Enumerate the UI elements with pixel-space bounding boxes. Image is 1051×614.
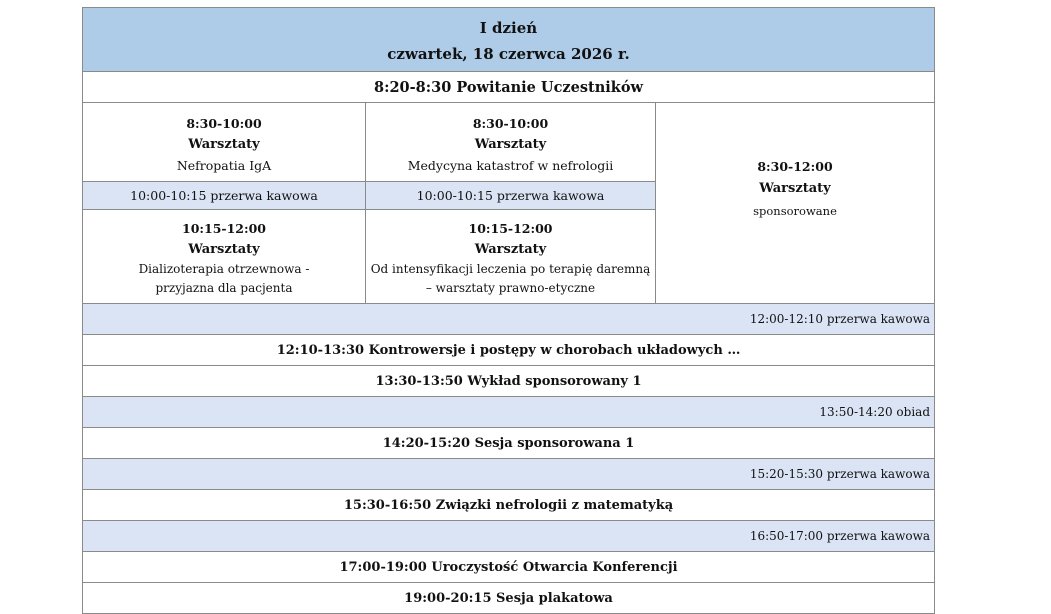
workshop-topic: sponsorowane (753, 204, 837, 218)
workshop-a2 (83, 210, 366, 304)
coffee-break-row: 16:50-17:00 przerwa kawowa (83, 521, 935, 552)
session-row: 15:30-16:50 Związki nefrologii z matematyką (83, 490, 935, 521)
workshop-a-break: 10:00-10:15 przerwa kawowa (83, 182, 366, 210)
workshop-topic: Nefropatia IgA (176, 157, 272, 173)
workshop-time: 8:30-10:00 (472, 115, 549, 131)
workshop-b1 (366, 103, 656, 182)
day-header (83, 8, 935, 72)
workshop-topic-line1: Od intensyfikacji leczenia po terapię daremną (370, 261, 651, 276)
workshop-topic-line1: Dializoterapia otrzewnowa - (138, 261, 310, 276)
workshop-b-break: 10:00-10:15 przerwa kawowa (366, 182, 656, 210)
workshop-kind: Warsztaty (474, 241, 547, 257)
workshop-topic-line2: przyjazna dla pacjenta (155, 280, 293, 295)
workshop-b2 (366, 210, 656, 304)
workshop-time: 8:30-10:00 (186, 115, 262, 131)
coffee-break-row: 12:00-12:10 przerwa kawowa (83, 304, 935, 335)
schedule-table (82, 7, 935, 614)
workshop-time: 10:15-12:00 (182, 220, 266, 236)
day-date: czwartek, 18 czerwca 2026 r. (387, 44, 630, 63)
workshop-kind: Warsztaty (474, 136, 547, 152)
workshop-time: 10:15-12:00 (468, 220, 553, 236)
session-row: 19:00-20:15 Sesja plakatowa (83, 583, 935, 614)
lunch-row: 13:50-14:20 obiad (83, 397, 935, 428)
welcome-row: 8:20-8:30 Powitanie Uczestników (83, 72, 935, 103)
workshop-time: 8:30-12:00 (757, 159, 833, 174)
workshop-topic-line2: – warsztaty prawno-etyczne (425, 280, 596, 295)
coffee-break-row: 15:20-15:30 przerwa kawowa (83, 459, 935, 490)
session-row: 12:10-13:30 Kontrowersje i postępy w chorobach układowych … (83, 335, 935, 366)
schedule-page (82, 7, 934, 606)
workshop-kind: Warsztaty (188, 241, 260, 257)
day-title: I dzień (479, 18, 538, 37)
workshop-kind: Warsztaty (188, 136, 260, 152)
workshop-c (656, 103, 935, 304)
session-row: 14:20-15:20 Sesja sponsorowana 1 (83, 428, 935, 459)
session-row: 13:30-13:50 Wykład sponsorowany 1 (83, 366, 935, 397)
workshop-kind: Warsztaty (759, 181, 831, 196)
session-row: 17:00-19:00 Uroczystość Otwarcia Konferencji (83, 552, 935, 583)
workshop-topic: Medycyna katastrof w nefrologii (407, 157, 614, 173)
workshop-a1 (83, 103, 366, 182)
